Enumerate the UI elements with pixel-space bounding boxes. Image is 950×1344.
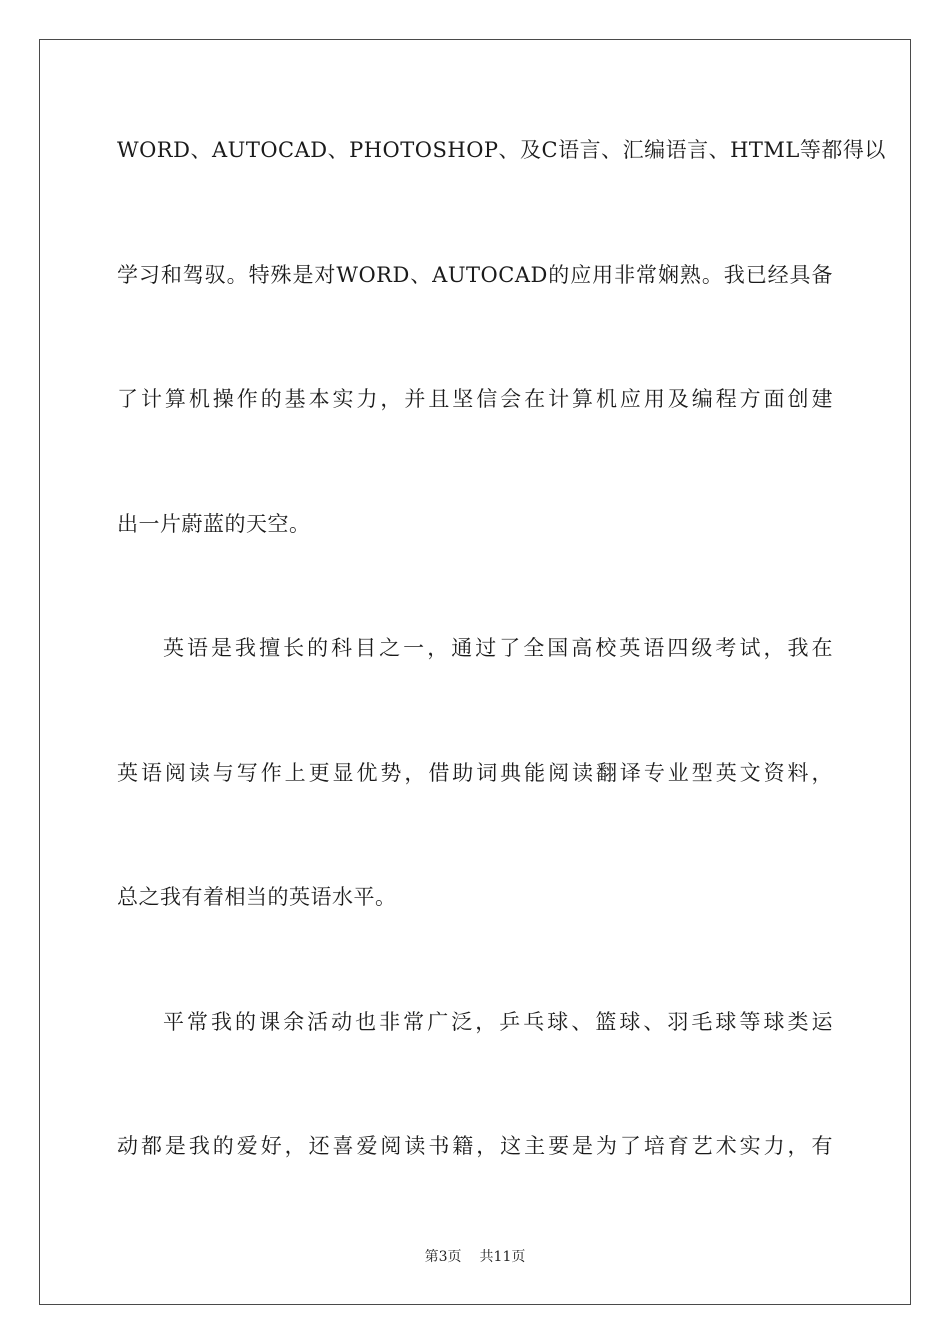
text-line-4: 出一片蔚蓝的天空。 bbox=[117, 512, 311, 536]
page-total: 共11页 bbox=[479, 1249, 526, 1265]
text-line-7: 总之我有着相当的英语水平。 bbox=[117, 885, 397, 909]
text-line-9: 动都是我的爱好，还喜爱阅读书籍，这主要是为了培育艺术实力，有 bbox=[117, 1134, 833, 1158]
text-line-2: 学习和驾驭。特殊是对WORD、AUTOCAD的应用非常娴熟。我已经具备 bbox=[117, 263, 833, 287]
text-line-1: WORD、AUTOCAD、PHOTOSHOP、及C语言、汇编语言、HTML等都得以 bbox=[117, 138, 886, 162]
text-line-5: 英语是我擅长的科目之一，通过了全国高校英语四级考试，我在 bbox=[163, 636, 833, 660]
text-line-3: 了计算机操作的基本实力，并且坚信会在计算机应用及编程方面创建 bbox=[117, 387, 833, 411]
page-border bbox=[39, 39, 911, 1305]
page-number: 第3页 bbox=[424, 1249, 462, 1265]
text-line-6: 英语阅读与写作上更显优势，借助词典能阅读翻译专业型英文资料， bbox=[117, 761, 833, 785]
page-footer bbox=[0, 1248, 950, 1266]
text-line-8: 平常我的课余活动也非常广泛，乒乓球、篮球、羽毛球等球类运 bbox=[163, 1010, 833, 1034]
